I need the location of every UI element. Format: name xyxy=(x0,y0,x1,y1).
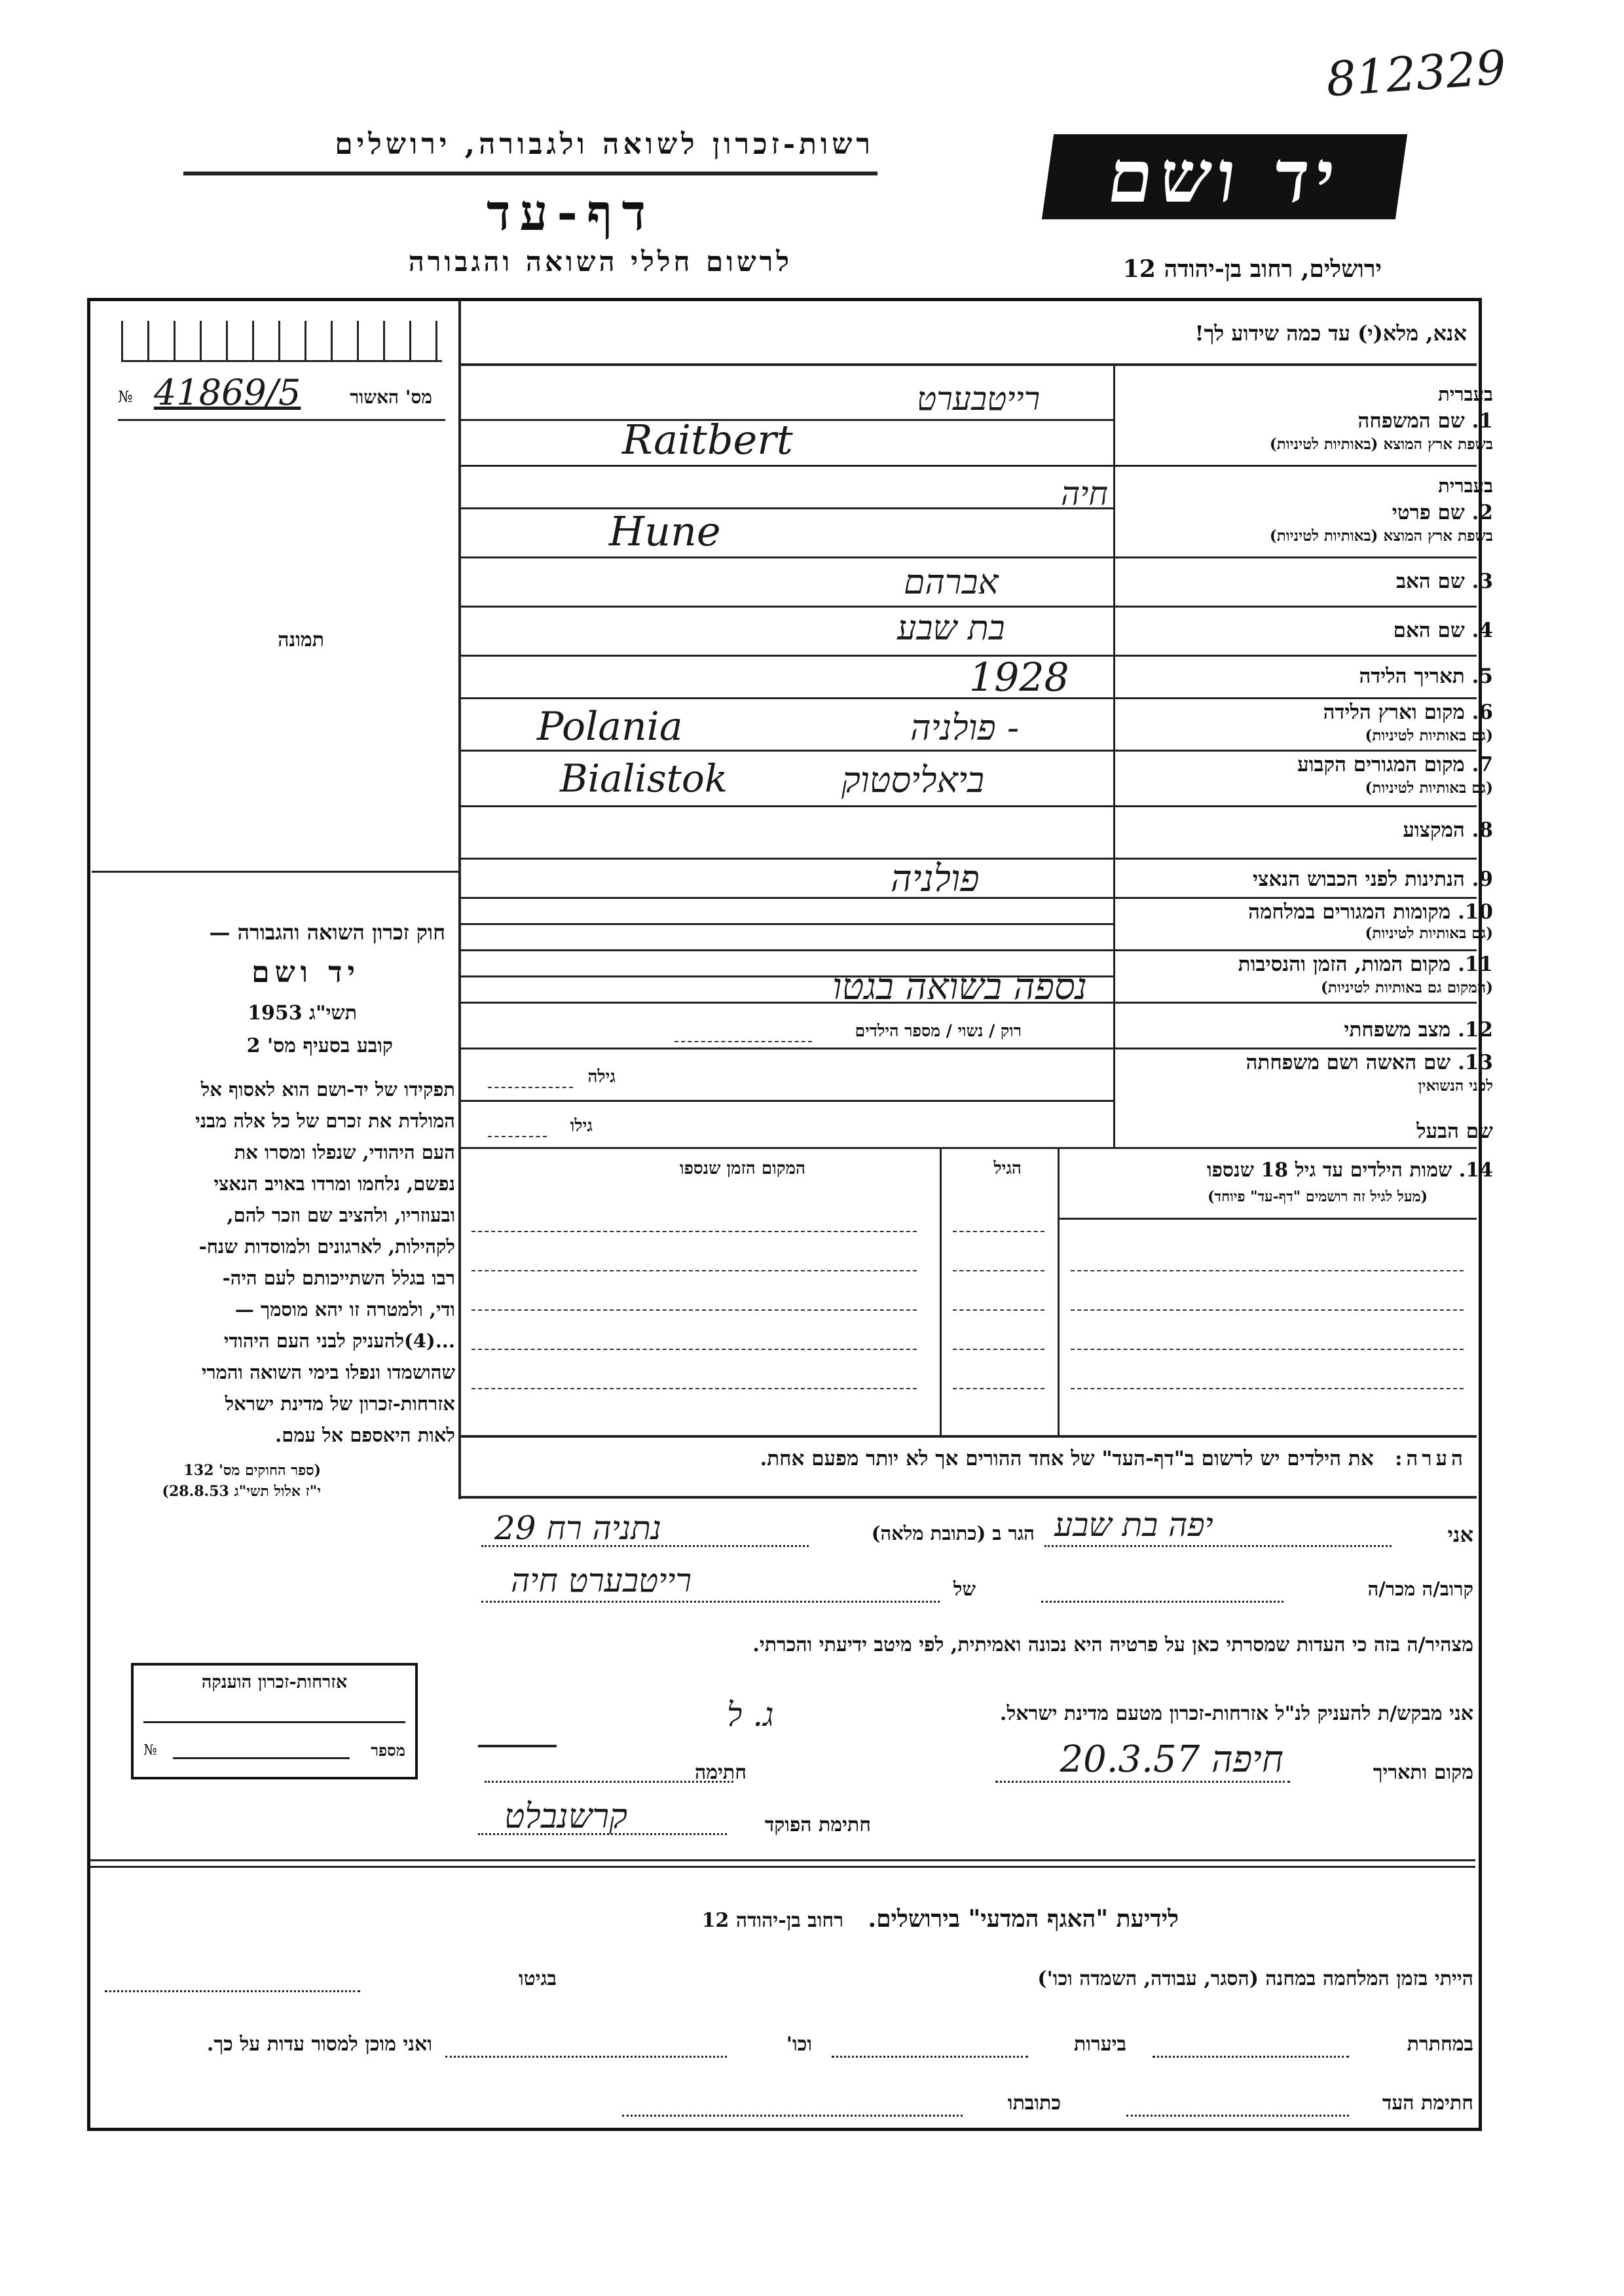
husband-extra: גילו xyxy=(570,1116,593,1136)
field-13-dots xyxy=(488,1087,573,1088)
field-7-rule xyxy=(458,805,1477,807)
field-5-rule xyxy=(458,697,1477,699)
declarant-address: נתניה רח 29 xyxy=(494,1509,661,1547)
field-10-sub: (גם באותיות לטיניות) xyxy=(1365,924,1493,942)
children-row-2-age xyxy=(953,1270,1044,1271)
officer-label: חתימת הפוקד xyxy=(764,1813,871,1836)
field-2-rule xyxy=(458,507,1113,509)
declarant-address-label: הגר ב (כתובת מלאה) xyxy=(871,1522,1035,1544)
field-10-rule xyxy=(458,949,1477,951)
field-1-label: 1. שם המשפחה xyxy=(1357,409,1493,433)
place-date-value: חיפה 20.3.57 xyxy=(1060,1738,1283,1781)
field-7-value-hebrew: ביאליסטוק xyxy=(841,759,985,801)
field-1-value-hebrew: רייטבערט xyxy=(917,380,1041,418)
declaration-text: מצהיר/ה בזה כי העדות שמסרתי כאן על פרטיה היא נכונה ואמיתית, לפי מיטב ידיעתי והכרתי. xyxy=(752,1633,1473,1656)
footer-rule-1 xyxy=(90,1859,1475,1861)
children-row-1-name xyxy=(1071,1270,1464,1271)
field-9-label: 9. הנתינות לפני הכבוש הנאצי xyxy=(1253,867,1493,891)
law-clause: קובע בסעיף מס' 2 xyxy=(246,1034,393,1057)
field-12-dots xyxy=(674,1041,812,1042)
footer-ghetto: בגיטו xyxy=(518,1967,557,1990)
field-13-extra: גילה xyxy=(587,1067,616,1087)
children-table-bottom xyxy=(458,1435,1477,1438)
field-11-sub: (המקום גם באותיות לטיניות) xyxy=(1321,979,1493,996)
citizenship-box-line xyxy=(143,1721,405,1723)
field-1-bottom-rule xyxy=(458,465,1477,467)
children-age-header: הגיל xyxy=(993,1159,1022,1178)
citizenship-box-title: אזרחות-זכרון הוענקה xyxy=(201,1672,348,1692)
declarant-initials: ג. ל xyxy=(727,1696,774,1734)
field-4-label: 4. שם האם xyxy=(1393,619,1493,642)
footer-ready: ואני מוכן למסור עדות על כך. xyxy=(206,2033,432,2056)
label-column-divider xyxy=(1113,365,1115,1147)
children-row-3-place xyxy=(471,1309,917,1311)
registration-number: 41869/5 xyxy=(154,372,301,413)
children-row-3-name xyxy=(1071,1349,1464,1350)
registration-slots xyxy=(121,321,442,362)
field-10-inner-rule xyxy=(458,923,1113,925)
field-1-sub: בשפת ארץ המוצא (באותיות לטיניות) xyxy=(1269,435,1493,453)
children-header-rule xyxy=(1058,1218,1477,1220)
field-2-label: 2. שם פרטי xyxy=(1392,501,1493,524)
footer-ghetto-line xyxy=(105,1990,360,1992)
children-row-4-name xyxy=(1071,1388,1464,1389)
declarant-signature-mark xyxy=(477,1696,570,1747)
children-row-5-age xyxy=(953,1388,1044,1389)
archive-number: 812329 xyxy=(1324,39,1508,107)
children-col-divider-1 xyxy=(1058,1147,1060,1435)
field-10-label: 10. מקומות המגורים במלחמה xyxy=(1248,900,1493,924)
instruction: אנא, מלא(י) עד כמה שידוע לך! xyxy=(1194,321,1467,346)
field-6-sub: (גם באותיות לטיניות) xyxy=(1365,727,1493,744)
field-1-value-latin: Raitbert xyxy=(622,416,793,464)
field-7-value-latin: Bialistok xyxy=(560,756,728,801)
children-row-1-age xyxy=(953,1231,1044,1232)
form-subtitle: לרשום חללי השואה והגבורה xyxy=(408,246,792,278)
header-rule xyxy=(183,172,877,175)
field-3-label: 3. שם האב xyxy=(1396,570,1493,593)
field-6-rule xyxy=(458,750,1477,752)
field-3-value: אברהם xyxy=(904,563,999,602)
form-title: דף-עד xyxy=(486,183,655,242)
note: הערה: את הילדים יש לרשום ב"דף-העד" של אחד ההורים אך לא יותר מפעם אחת. xyxy=(760,1447,1467,1470)
citizenship-request: אני מבקש/ת להעניק לנ"ל אזרחות-זכרון מטעם מדינת ישראל. xyxy=(999,1702,1473,1725)
field-11-rule xyxy=(458,1002,1477,1004)
field-5-label: 5. תאריך הלידה xyxy=(1359,665,1493,688)
relative-line xyxy=(1041,1601,1283,1603)
field-6-value-latin: Polania xyxy=(537,704,683,750)
field-13-label: 13. שם האשה ושם משפחתה xyxy=(1246,1051,1493,1074)
children-col-divider-2 xyxy=(940,1147,942,1435)
field-11-value: נספה בשואה בגטו xyxy=(832,966,1087,1008)
signature-label: חתימה xyxy=(695,1761,747,1784)
declarant-name-line xyxy=(1044,1545,1392,1547)
law-year: תשי"ג 1953 xyxy=(248,1002,357,1025)
children-row-4-age xyxy=(953,1349,1044,1350)
field-7-label: 7. מקום המגורים הקבוע xyxy=(1297,753,1493,776)
place-date-label: מקום ותאריך xyxy=(1373,1761,1473,1784)
children-row-1-place xyxy=(471,1231,917,1232)
children-row-3-age xyxy=(953,1309,1044,1311)
photo-bottom-rule xyxy=(92,871,458,873)
field-6-value-hebrew: פולניה - xyxy=(910,707,1020,748)
field-11-inner-rule xyxy=(458,975,1113,977)
children-row-5-place xyxy=(471,1388,917,1389)
field-12-label: 12. מצב משפחתי xyxy=(1344,1018,1493,1042)
signature-line xyxy=(485,1781,733,1783)
children-row-2-name xyxy=(1071,1309,1464,1311)
relative-value-line xyxy=(481,1601,940,1603)
children-place-header: המקום הזמן שנספו xyxy=(680,1159,805,1178)
authority-name: רשות-זכרון לשואה ולגבורה, ירושלים xyxy=(335,128,874,161)
field-14-sub: (מעל לגיל זה רושמים "דף-עד" פיוחד) xyxy=(1208,1188,1428,1205)
field-4-value: בת שבע xyxy=(897,609,1005,648)
husband-dots xyxy=(488,1136,547,1137)
field-9-rule xyxy=(458,897,1477,899)
footer-etc: וכו' xyxy=(786,2033,812,2056)
footer-etc-line xyxy=(445,2056,727,2058)
relative-shel: של xyxy=(953,1578,976,1600)
field-8-label: 8. המקצוע xyxy=(1403,818,1493,842)
footer-underground-line xyxy=(1153,2056,1349,2058)
field-2-value-latin: Hune xyxy=(609,507,721,555)
field-13-rule xyxy=(458,1100,1113,1102)
officer-line xyxy=(478,1833,727,1835)
officer-signature: קרשנבלט xyxy=(504,1797,627,1836)
field-6-label: 6. מקום וארץ הלידה xyxy=(1323,701,1493,724)
registration-underline xyxy=(118,419,445,421)
declarant-name: יפה בת שבע xyxy=(1054,1506,1213,1544)
law-text: תפקידו של יד-ושם הוא לאסוף אל המולדת את זכרם של כל אלה מבני העם היהודי, שנפלו ומסרו את נפשם, נלחמו ומרדו באויב הנאצי ובעוזריו, ולהציב שם וזכר להם, לקהילות, לארגונים ולמוסדות שנח- רבו בגלל השתייכותם לעם היה- ודי, ולמטרה זו יהא מוסמך — ...(4)להעניק לבני העם היהודי שהושמדו ונפלו בימי השואה והמרי אזרחות-זכרון של מדינת ישראל לאות היאספם אל עמם. xyxy=(195,1078,455,1446)
field-12-inline: רוק / נשוי / מספר הילדים xyxy=(855,1021,1022,1040)
field-3-rule xyxy=(458,606,1477,608)
footer-forests-line xyxy=(832,2056,1028,2058)
footer-underground: במחתרת xyxy=(1407,2033,1473,2056)
law-title: חוק זכרון השואה והגבורה — xyxy=(209,920,445,945)
field-2-value-hebrew: חיה xyxy=(1061,475,1108,513)
citizenship-box xyxy=(131,1663,418,1779)
citizenship-number-label: מספר xyxy=(371,1741,405,1760)
field-7-sub: (גם באותיות לטיניות) xyxy=(1365,779,1493,797)
instruction-rule xyxy=(458,363,1477,366)
field-5-value: 1928 xyxy=(969,655,1069,701)
field-2-sub: בשפת ארץ המוצא (באותיות לטיניות) xyxy=(1269,527,1493,545)
footer-forests: ביערות xyxy=(1073,2033,1126,2056)
citizenship-prefix: № xyxy=(143,1742,157,1758)
left-column-divider xyxy=(458,301,461,1499)
citizenship-number-line xyxy=(173,1757,350,1759)
footer-intro: לידיעת "האגף המדעי" בירושלים. רחוב בן-יהודה 12 xyxy=(701,1905,1179,1933)
footer-line1: הייתי בזמן המלחמה במחנה (הסגר, עבודה, השמדה וכו') xyxy=(1037,1967,1473,1990)
declarant-ani: אני xyxy=(1447,1522,1473,1547)
footer-witness-sig: חתימת העד xyxy=(1382,2092,1473,2115)
photo-label: תמונה xyxy=(278,629,324,651)
field-2-bottom-rule xyxy=(458,556,1477,558)
field-14-label: 14. שמות הילדים עד גיל 18 שנספו xyxy=(1206,1159,1493,1182)
field-13-sub: לפני הנשואין xyxy=(1418,1077,1493,1095)
field-11-label: 11. מקום המות, הזמן והנסיבות xyxy=(1238,953,1493,976)
field-4-rule xyxy=(458,655,1477,657)
footer-rule-2 xyxy=(90,1866,1475,1868)
place-date-line xyxy=(995,1781,1290,1783)
field-12-rule xyxy=(458,1048,1477,1049)
registration-label: מס' האשור xyxy=(350,386,432,408)
yad-vashem-logo: יד ושם xyxy=(1042,134,1407,219)
field-2-side-label: בעברית xyxy=(1438,475,1493,497)
relative-value: רייטבערט חיה xyxy=(511,1561,692,1599)
husband-label: שם הבעל xyxy=(1416,1120,1493,1143)
field-1-side-label: בעברית xyxy=(1438,383,1493,405)
husband-rule xyxy=(458,1147,1477,1149)
children-row-2-place xyxy=(471,1270,917,1271)
footer-address-label: כתובתו xyxy=(1007,2092,1061,2115)
footer-witness-line xyxy=(1126,2115,1349,2117)
header-address: ירושלים, רחוב בן-יהודה 12 xyxy=(1122,255,1382,283)
registration-prefix: № xyxy=(118,388,133,406)
relative-label: קרוב/ה מכר/ה xyxy=(1367,1578,1473,1600)
declarant-address-line xyxy=(481,1545,809,1547)
field-9-value: פולניה xyxy=(891,858,980,900)
children-row-4-place xyxy=(471,1349,917,1350)
law-logo: יד ושם xyxy=(251,956,360,989)
footer-address-line xyxy=(622,2115,963,2117)
note-rule xyxy=(458,1496,1477,1499)
law-source: (ספר החוקים מס' 132 י"ז אלול תשי"ג 28.8.53) xyxy=(162,1462,321,1500)
